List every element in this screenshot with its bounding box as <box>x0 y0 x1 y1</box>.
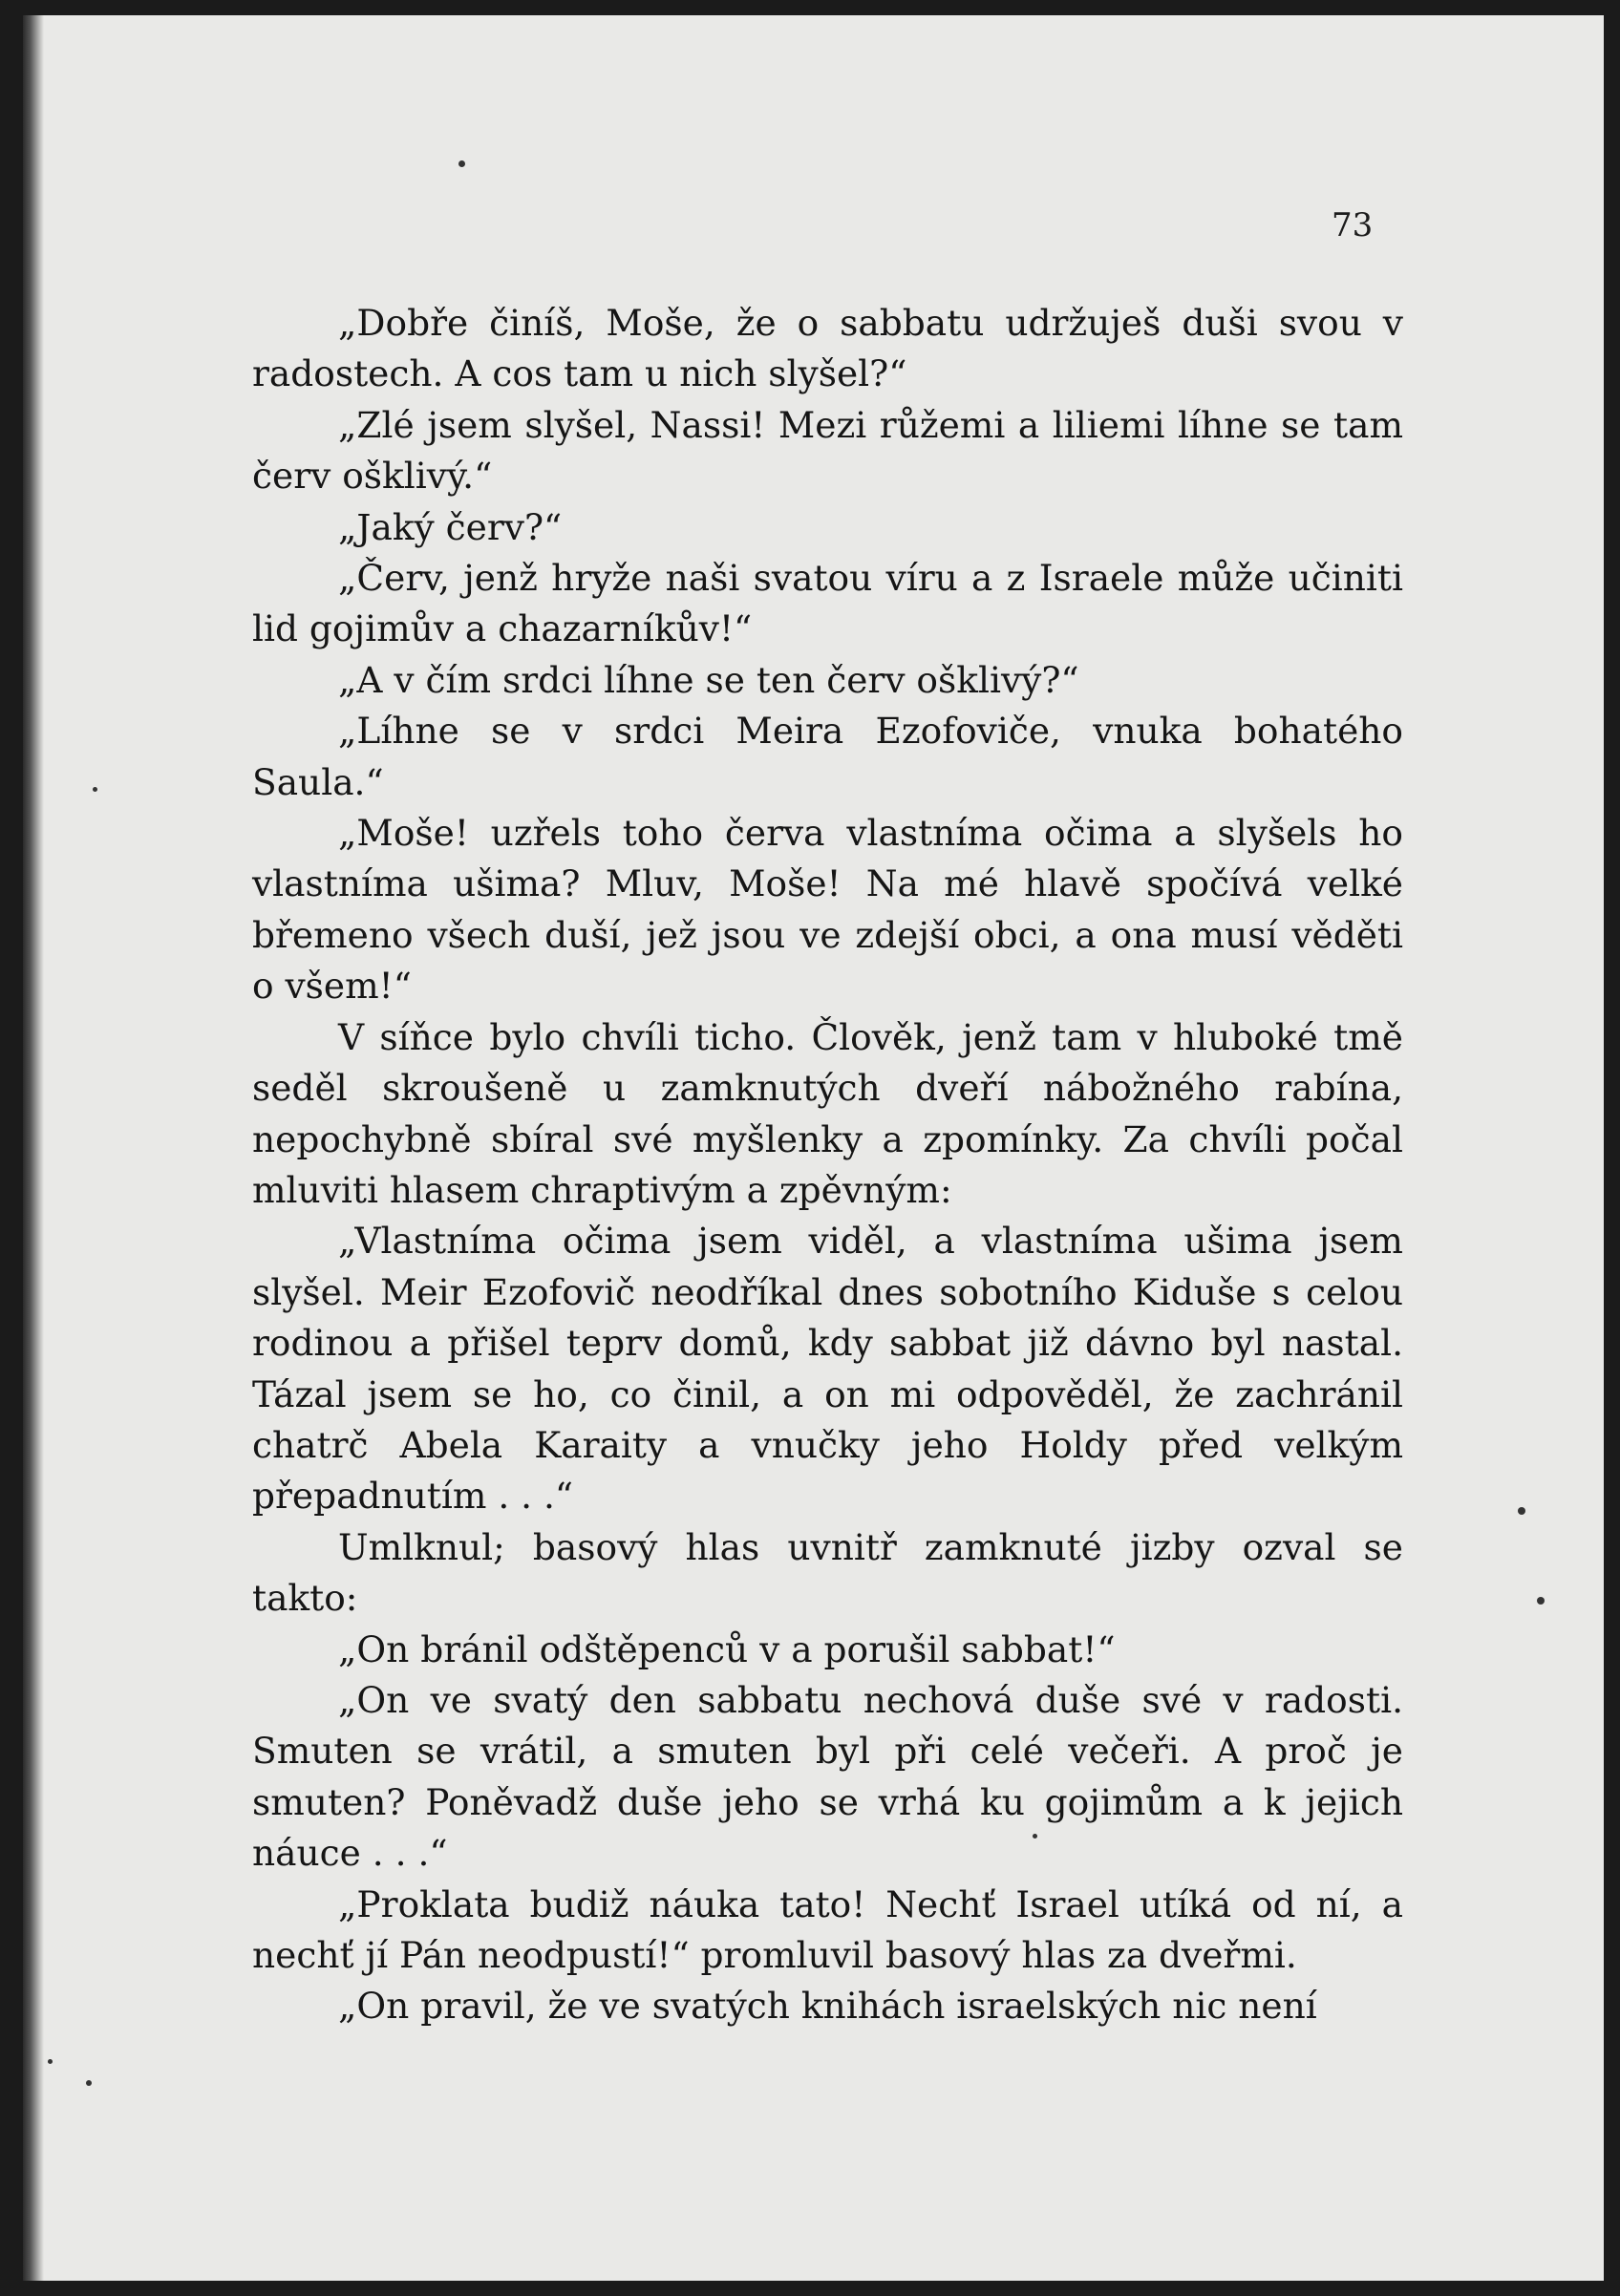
paragraph: Umlknul; basový hlas uvnitř zamknuté jizby ozval se takto: <box>252 1525 1403 1620</box>
binding-shadow <box>23 15 44 2281</box>
paragraph: „Červ, jenž hryže naši svatou víru a z Israele může učiniti lid gojimův a chazarníkův!“ <box>252 557 1403 650</box>
paragraph: „Líhne se v srdci Meira Ezofoviče, vnuka bohatého Saula.“ <box>252 710 1403 803</box>
book-page <box>23 15 1604 2281</box>
scan-speck <box>1518 1507 1525 1515</box>
scan-speck <box>1033 1834 1037 1839</box>
paragraph: „A v čím srdci líhne se ten červ ošklivý?“ <box>338 658 1079 701</box>
paragraph: „Dobře činíš, Moše, že o sabbatu udržuješ duši svou v radostech. A cos tam u nich slyšel?“ <box>252 302 1403 395</box>
scan-speck <box>48 2059 53 2064</box>
paragraph: „Zlé jsem slyšel, Nassi! Mezi růžemi a liliemi líhne se tam červ ošklivý.“ <box>252 403 1403 498</box>
body-text <box>252 298 1403 2032</box>
paragraph: „Moše! uzřels toho červa vlastníma očima a slyšels ho vlastníma ušima? Mluv, Moše! Na mé hlavě spočívá velké břemeno všech duší, jež jsou ve zdejší obci, a ona musí věděti o všem!“ <box>252 812 1403 1008</box>
page-number: 73 <box>1332 206 1374 244</box>
scan-speck <box>458 160 465 167</box>
scan-speck <box>1537 1597 1545 1605</box>
paragraph: „Jaký červ?“ <box>338 505 563 548</box>
paragraph: „Vlastníma očima jsem viděl, a vlastníma ušima jsem slyšel. Meir Ezofovič neodříkal dnes sobotního Kiduše s celou rodinou a přišel teprv domů, kdy sabbat již dávno byl nastal. Tázal jsem se ho, co činil, a on mi odpověděl, že zachránil chatrč Abela Karaity a vnučky jeho Holdy před velkým přepadnutím . . .“ <box>252 1220 1403 1518</box>
paragraph: V síňce bylo chvíli ticho. Člověk, jenž tam v hluboké tmě seděl skroušeně u zamknutých dveří nábožného rabína, nepochybně sbíral své myšlenky a zpomínky. Za chvíli počal mluviti hlasem chraptivým a zpěvným: <box>252 1015 1403 1211</box>
paragraph: „On ve svatý den sabbatu nechová duše své v radosti. Smuten se vrátil, a smuten byl při celé večeři. A proč je smuten? Poněvadž duše jeho se vrhá ku gojimům a k jejich náuce . . .“ <box>252 1678 1403 1875</box>
paragraph: „Proklata budiž náuka tato! Nechť Israel utíká od ní, a nechť jí Pán neodpustí!“ promluvil basový hlas za dveřmi. <box>252 1882 1403 1976</box>
scan-speck <box>93 787 97 792</box>
paragraph: „On bránil odštěpenců v a porušil sabbat!“ <box>338 1627 1116 1670</box>
scan-speck <box>86 2080 92 2086</box>
paragraph: „On pravil, že ve svatých knihách israelských nic není <box>338 1985 1317 2028</box>
